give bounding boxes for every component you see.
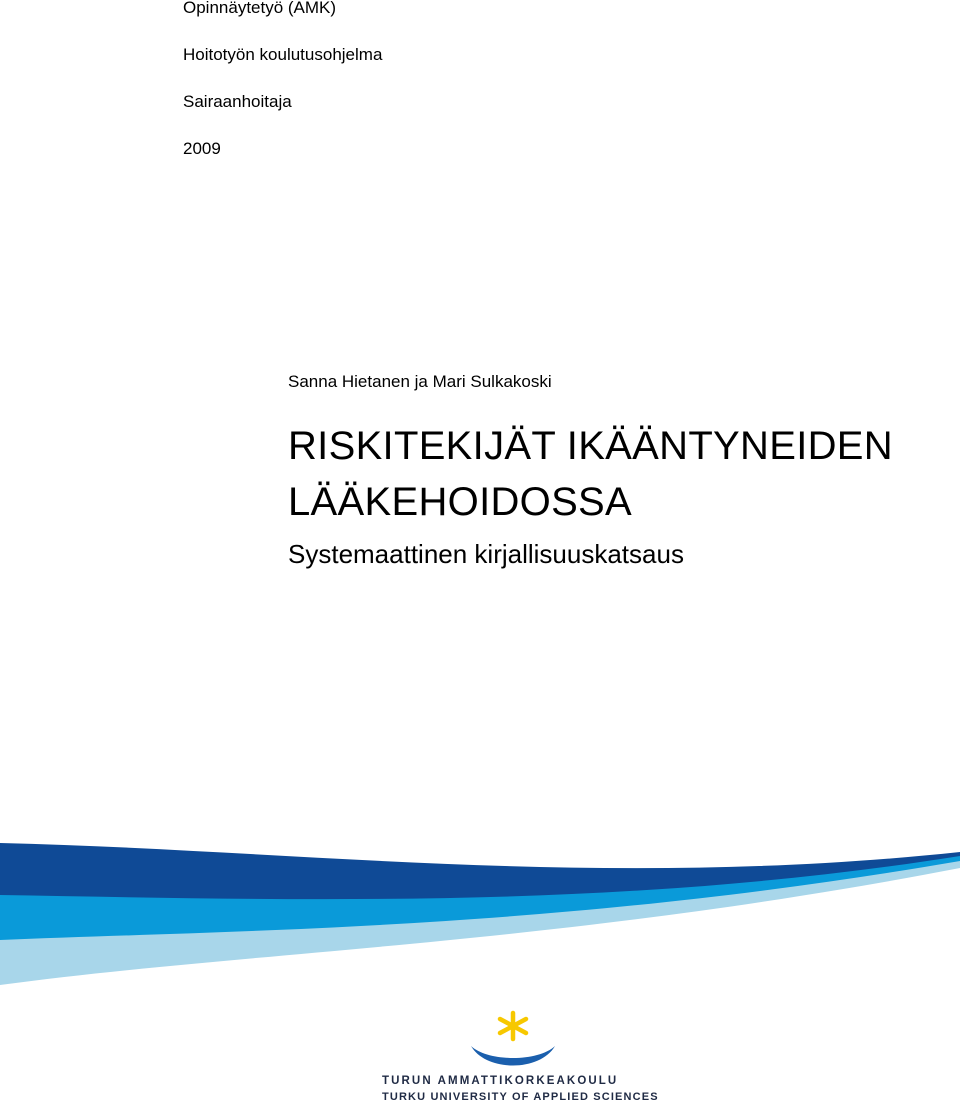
document-subtitle: Systemaattinen kirjallisuuskatsaus (288, 539, 684, 569)
degree: Sairaanhoitaja (183, 92, 292, 111)
logo-name-en: TURKU UNIVERSITY OF APPLIED SCIENCES (382, 1091, 659, 1103)
title-line-1: RISKITEKIJÄT IKÄÄNTYNEIDEN (288, 424, 893, 468)
logo-bowl (471, 1046, 555, 1066)
decorative-waves (0, 835, 960, 995)
study-program: Hoitotyön koulutusohjelma (183, 45, 383, 64)
authors: Sanna Hietanen ja Mari Sulkakoski (288, 372, 552, 391)
title-line-2: LÄÄKEHOIDOSSA (288, 480, 633, 524)
school-logo (382, 1010, 659, 1105)
thesis-type: Opinnäytetyö (AMK) (183, 0, 337, 17)
document-title (288, 418, 893, 530)
year: 2009 (183, 139, 221, 158)
asterisk-icon (468, 1010, 558, 1072)
logo-name-fi: TURUN AMMATTIKORKEAKOULU (382, 1075, 619, 1087)
